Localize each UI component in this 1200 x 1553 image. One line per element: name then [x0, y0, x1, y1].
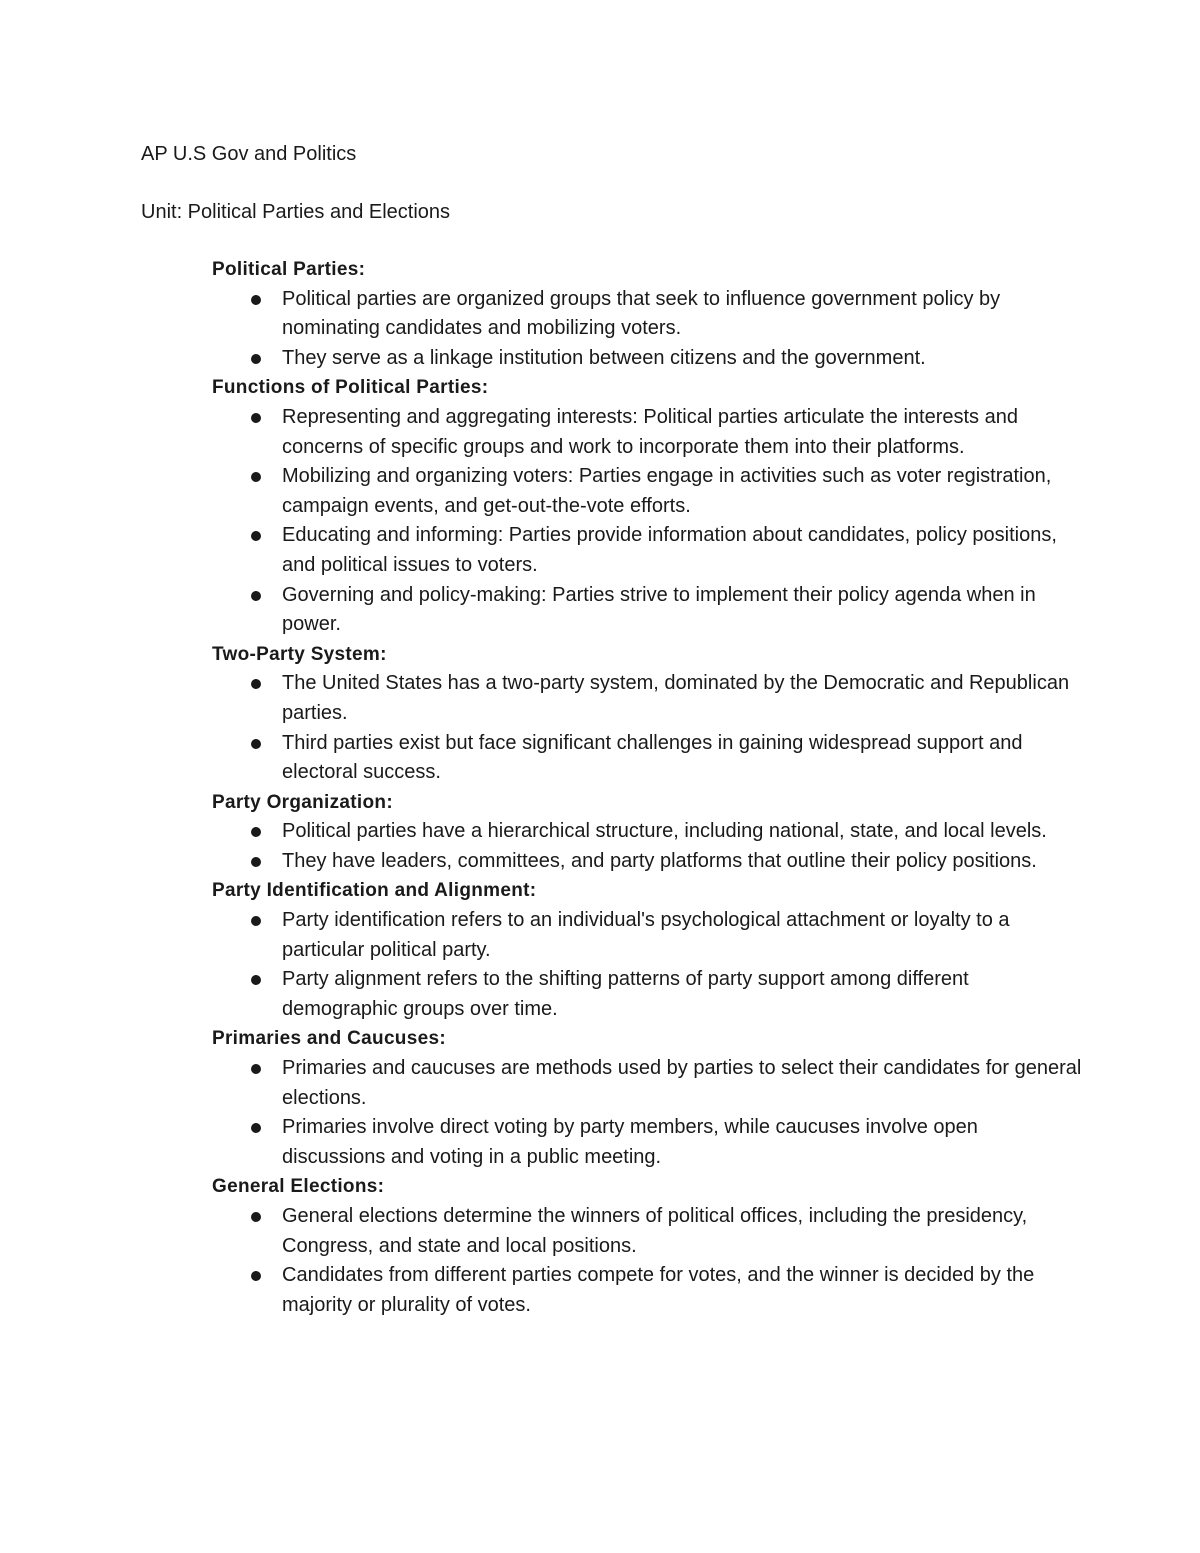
- unit-title: Unit: Political Parties and Elections: [141, 201, 451, 223]
- bullet-dot-icon: [251, 975, 261, 985]
- bullet-list: [212, 817, 1082, 876]
- list-item: [212, 344, 1082, 374]
- bullet-text: General elections determine the winners of political offices, including the presidency, Congress, and state and local positions.: [282, 1205, 1028, 1257]
- bullet-text: Party identification refers to an individual's psychological attachment or loyalty to a particular political party.: [282, 909, 1010, 961]
- notes-section: [212, 876, 1082, 1024]
- section-heading: Political Parties:: [212, 259, 366, 280]
- bullet-dot-icon: [251, 916, 261, 926]
- bullet-text: Governing and policy-making: Parties strive to implement their policy agenda when in power.: [282, 583, 1036, 636]
- section-heading: Primaries and Caucuses:: [212, 1028, 446, 1050]
- list-item: [212, 581, 1082, 640]
- bullet-dot-icon: [251, 531, 261, 541]
- list-item: [212, 1202, 1082, 1261]
- bullet-text: Mobilizing and organizing voters: Parties engage in activities such as voter registration, campaign events, and get-out-the-vote efforts.: [282, 465, 1052, 517]
- notes-section: [212, 788, 1082, 877]
- section-heading: Functions of Political Parties:: [212, 377, 489, 399]
- bullet-dot-icon: [251, 1123, 261, 1133]
- bullet-text: Primaries involve direct voting by party members, while caucuses involve open discussions and voting in a public meeting.: [282, 1116, 978, 1168]
- notes-section: [212, 373, 1082, 639]
- section-heading: Party Organization:: [212, 791, 393, 813]
- section-heading: Party Identification and Alignment:: [212, 880, 537, 902]
- bullet-text: Political parties are organized groups that seek to influence government policy by nominating candidates and mobilizing voters.: [282, 287, 1001, 340]
- bullet-dot-icon: [251, 295, 261, 305]
- list-item: [212, 965, 1082, 1024]
- list-item: [212, 285, 1082, 344]
- bullet-dot-icon: [251, 857, 261, 867]
- bullet-list: [212, 285, 1082, 374]
- section-heading: Two-Party System:: [212, 643, 387, 665]
- list-item: [212, 521, 1082, 580]
- bullet-dot-icon: [251, 591, 261, 601]
- bullet-list: [212, 1054, 1082, 1172]
- bullet-text: Educating and informing: Parties provide information about candidates, policy positions, and political issues to voters.: [282, 524, 1057, 576]
- bullet-list: [212, 669, 1082, 787]
- list-item: [212, 847, 1082, 877]
- bullet-text: Primaries and caucuses are methods used by parties to select their candidates for general elections.: [282, 1057, 1082, 1109]
- bullet-text: Political parties have a hierarchical structure, including national, state, and local levels.: [282, 820, 1047, 843]
- bullet-dot-icon: [251, 1064, 261, 1074]
- list-item: [212, 729, 1082, 788]
- list-item: [212, 1261, 1082, 1320]
- list-item: [212, 462, 1082, 521]
- bullet-text: Candidates from different parties compete for votes, and the winner is decided by the majority or plurality of votes.: [282, 1264, 1035, 1316]
- bullet-list: [212, 1202, 1082, 1320]
- bullet-list: [212, 906, 1082, 1024]
- list-item: [212, 669, 1082, 728]
- section-heading: General Elections:: [212, 1176, 385, 1198]
- document-title: AP U.S Gov and Politics: [141, 143, 357, 165]
- bullet-text: Party alignment refers to the shifting patterns of party support among different demographic groups over time.: [282, 968, 969, 1020]
- bullet-dot-icon: [251, 354, 261, 364]
- list-item: [212, 1113, 1082, 1172]
- bullet-dot-icon: [251, 1212, 261, 1222]
- bullet-text: They serve as a linkage institution between citizens and the government.: [282, 346, 926, 369]
- list-item: [212, 1054, 1082, 1113]
- bullet-dot-icon: [251, 1271, 261, 1281]
- bullet-dot-icon: [251, 472, 261, 482]
- bullet-text: Third parties exist but face significant challenges in gaining widespread support and electoral success.: [282, 731, 1023, 784]
- bullet-text: The United States has a two-party system, dominated by the Democratic and Republican parties.: [282, 672, 1070, 724]
- bullet-text: Representing and aggregating interests: Political parties articulate the interests and concerns of specific groups and work to incorporate them into their platforms.: [282, 405, 1018, 458]
- bullet-list: [212, 403, 1082, 640]
- notes-section: [212, 1024, 1082, 1172]
- bullet-text: They have leaders, committees, and party platforms that outline their policy positions.: [282, 849, 1037, 872]
- list-item: [212, 403, 1082, 462]
- list-item: [212, 906, 1082, 965]
- bullet-dot-icon: [251, 827, 261, 837]
- list-item: [212, 817, 1082, 847]
- bullet-dot-icon: [251, 679, 261, 689]
- notes-section: [212, 640, 1082, 788]
- bullet-dot-icon: [251, 739, 261, 749]
- notes-section: [212, 1172, 1082, 1320]
- notes-sections: [212, 255, 1082, 1320]
- bullet-dot-icon: [251, 413, 261, 423]
- notes-section: [212, 255, 1082, 373]
